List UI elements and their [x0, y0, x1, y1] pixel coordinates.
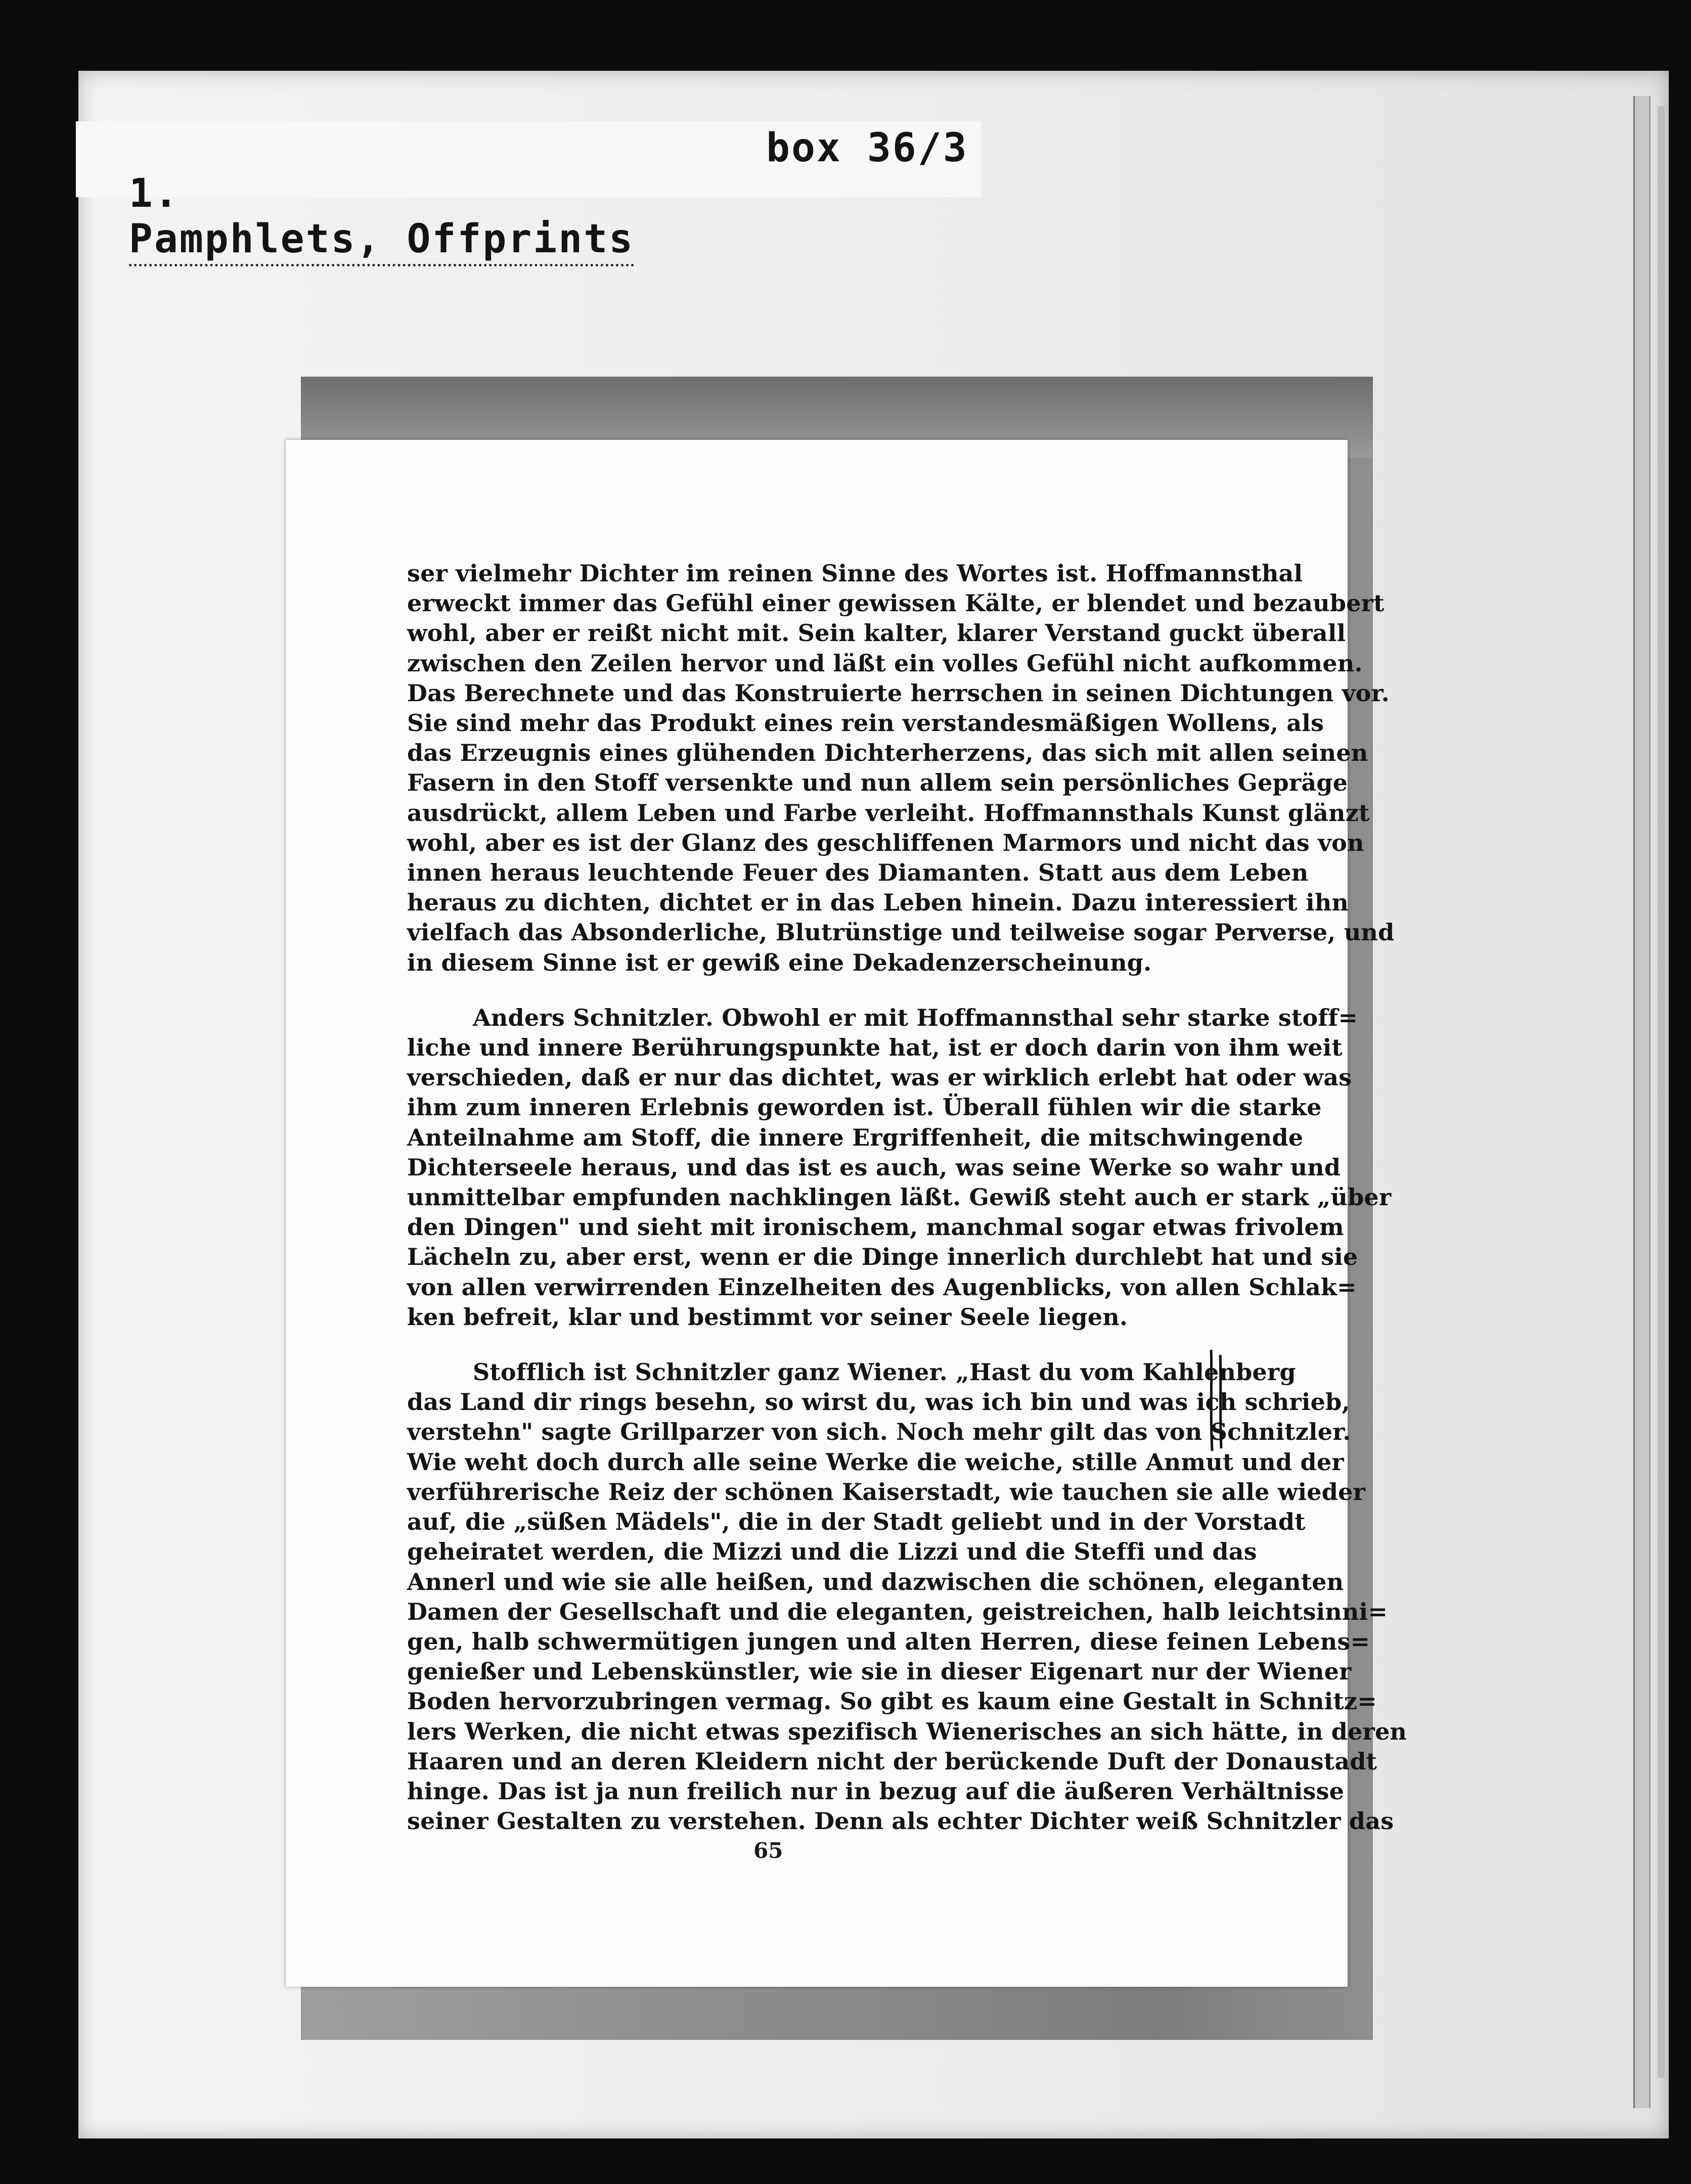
text-line: Sie sind mehr das Produkt eines rein verstandesmäßigen Wollens, als — [407, 709, 1324, 737]
text-line: ihm zum inneren Erlebnis geworden ist. Überall fühlen wir die starke — [407, 1094, 1322, 1121]
margin-marking — [1206, 1347, 1226, 1453]
text-line: ken befreit, klar und bestimmt vor seiner Seele liegen. — [407, 1303, 1128, 1331]
text-line: Anteilnahme am Stoff, die innere Ergriffenheit, die mitschwingende — [407, 1123, 1304, 1151]
text-line: verstehn" sagte Grillparzer von sich. Noch mehr gilt das von Schnitzler. — [407, 1418, 1351, 1446]
text-line: unmittelbar empfunden nachklingen läßt. Gewiß steht auch er stark „über — [407, 1184, 1392, 1211]
text-line: liche und innere Berührungspunkte hat, ist er doch darin von ihm weit — [407, 1034, 1343, 1062]
sheet-edge — [1633, 96, 1651, 2108]
paragraph — [407, 559, 1395, 978]
catalogue-label-text — [78, 125, 968, 307]
text-line: ser vielmehr Dichter im reinen Sinne des Wortes ist. Hoffmannsthal — [407, 560, 1303, 587]
text-line: gen, halb schwermütigen jungen und alten Herren, diese feinen Lebens= — [407, 1627, 1370, 1655]
text-line: Anders Schnitzler. Obwohl er mit Hoffmannsthal sehr starke stoff= — [473, 1004, 1358, 1031]
text-line: Wie weht doch durch alle seine Werke die weiche, stille Anmut und der — [407, 1448, 1344, 1476]
text-line: Haaren und an deren Kleidern nicht der berückende Duft der Donaustadt — [407, 1747, 1377, 1775]
label-title: Pamphlets, Offprints — [129, 216, 634, 266]
text-line: geheiratet werden, die Mizzi und die Lizzi und die Steffi und das — [407, 1538, 1257, 1566]
text-line: verführerische Reiz der schönen Kaiserstadt, wie tauchen sie alle wieder — [407, 1478, 1365, 1506]
text-line: Fasern in den Stoff versenkte und nun allem sein persönliches Gepräge — [407, 769, 1348, 797]
text-line: zwischen den Zeilen hervor und läßt ein volles Gefühl nicht aufkommen. — [407, 649, 1363, 677]
text-line: lers Werken, die nicht etwas spezifisch Wienerisches an sich hätte, in deren — [407, 1717, 1407, 1745]
page-number: 65 — [753, 1838, 783, 1863]
paragraph — [407, 1357, 1407, 1836]
text-line: erweckt immer das Gefühl einer gewissen Kälte, er blendet und bezaubert — [407, 589, 1385, 617]
label-number: 1. — [128, 171, 180, 216]
text-line: wohl, aber er reißt nicht mit. Sein kalter, klarer Verstand guckt überall — [407, 619, 1346, 647]
text-line: Das Berechnete und das Konstruierte herrschen in seinen Dichtungen vor. — [407, 679, 1390, 707]
text-line: seiner Gestalten zu verstehen. Denn als echter Dichter weiß Schnitzler das — [407, 1807, 1394, 1835]
text-line: heraus zu dichten, dichtet er in das Leben hinein. Dazu interessiert ihn — [407, 889, 1349, 917]
text-line: hinge. Das ist ja nun freilich nur in bezug auf die äußeren Verhältnisse — [407, 1777, 1345, 1805]
text-line: Boden hervorzubringen vermag. So gibt es kaum eine Gestalt in Schnitz= — [407, 1688, 1377, 1715]
text-line: innen heraus leuchtende Feuer des Diamanten. Statt aus dem Leben — [407, 859, 1309, 887]
text-line: Damen der Gesellschaft und die eleganten, geistreichen, halb leichtsinni= — [407, 1598, 1388, 1625]
body-text — [407, 559, 1407, 1861]
sheet-edge-inner — [1658, 106, 1665, 2078]
text-line: das Land dir rings besehn, so wirst du, was ich bin und was ich schrieb, — [407, 1388, 1350, 1416]
text-line: vielfach das Absonderliche, Blutrünstige und teilweise sogar Perverse, und — [407, 919, 1395, 946]
text-line: Stofflich ist Schnitzler ganz Wiener. „Hast du vom Kahlenberg — [473, 1358, 1296, 1386]
text-line: in diesem Sinne ist er gewiß eine Dekadenzerscheinung. — [407, 948, 1152, 976]
text-line: ausdrückt, allem Leben und Farbe verleiht. Hoffmannsthals Kunst glänzt — [407, 799, 1370, 827]
text-line: genießer und Lebenskünstler, wie sie in dieser Eigenart nur der Wiener — [407, 1658, 1352, 1686]
text-line: wohl, aber es ist der Glanz des geschliffenen Marmors und nicht das von — [407, 829, 1364, 856]
text-line: von allen verwirrenden Einzelheiten des Augenblicks, von allen Schlak= — [407, 1273, 1357, 1301]
paragraph — [407, 1003, 1392, 1332]
text-line: Annerl und wie sie alle heißen, und dazwischen die schönen, eleganten — [407, 1568, 1344, 1596]
label-box: box 36/3 — [766, 125, 968, 171]
text-line: den Dingen" und sieht mit ironischem, manchmal sogar etwas frivolem — [407, 1213, 1344, 1241]
text-line: Dichterseele heraus, und das ist es auch, was seine Werke so wahr und — [407, 1153, 1341, 1181]
text-line: verschieden, daß er nur das dichtet, was er wirklich erlebt hat oder was — [407, 1064, 1352, 1091]
text-line: auf, die „süßen Mädels", die in der Stadt geliebt und in der Vorstadt — [407, 1508, 1306, 1536]
text-line: das Erzeugnis eines glühenden Dichterherzens, das sich mit allen seinen — [407, 739, 1368, 767]
text-line: Lächeln zu, aber erst, wenn er die Dinge innerlich durchlebt hat und sie — [407, 1243, 1358, 1271]
